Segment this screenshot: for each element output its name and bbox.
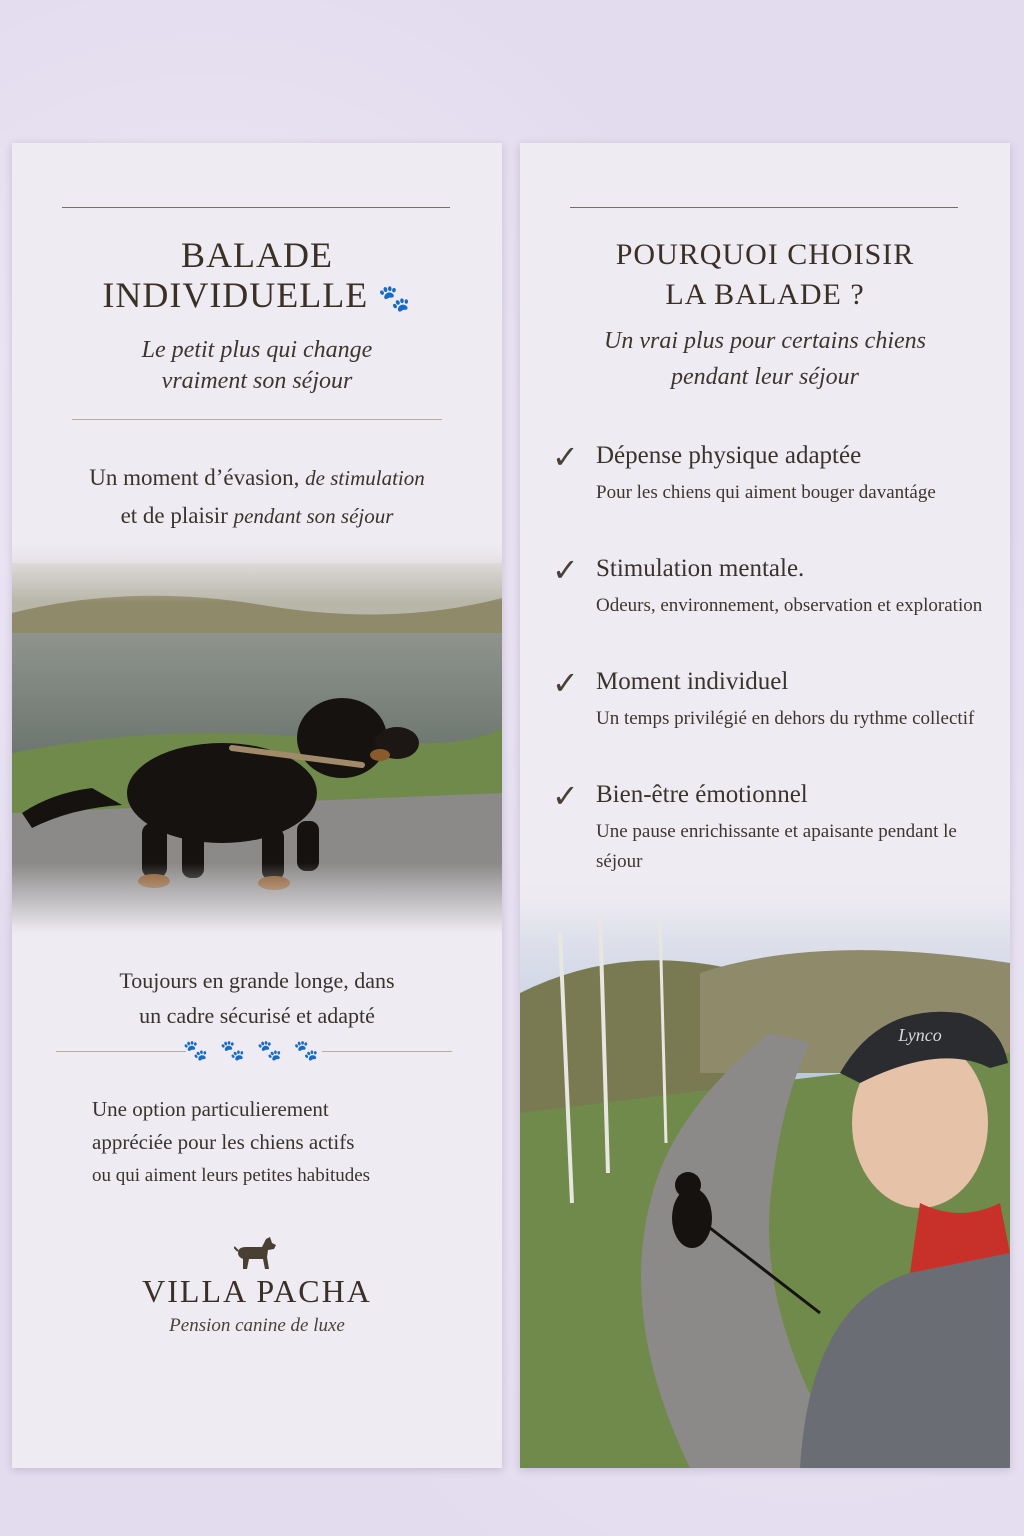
left-title-line1: BALADE (181, 235, 333, 275)
right-title-line2: LA BALADE ? (665, 278, 865, 311)
safety-line2: un cadre sécurisé et adapté (139, 1003, 375, 1028)
right-subtitle-line2: pendant leur séjour (671, 364, 859, 390)
right-title (520, 235, 1010, 315)
benefit-desc: Un temps privilégié en dehors du rythme collectif (596, 708, 975, 729)
benefit-desc: Odeurs, environnement, observation et exploration (596, 595, 983, 616)
option-line1: Une option particulierement (92, 1097, 329, 1121)
left-subtitle-line1: Le petit plus qui change (141, 337, 373, 363)
right-subtitle (520, 323, 1010, 395)
paws-row-icon: 🐾🐾🐾🐾 (183, 1040, 331, 1062)
safety-text (12, 963, 502, 1033)
left-subtitle (12, 335, 502, 397)
benefit-desc: Une pause enrichissante et apaisante pendant le séjour (596, 821, 957, 872)
option-line3: ou qui aiment leurs petites habitudes (92, 1165, 371, 1186)
left-lead-line2: et de plaisir pendant son séjour (120, 503, 394, 528)
benefit-title: Bien-être émotionnel (596, 781, 808, 808)
safety-line1: Toujours en grande longe, dans (119, 968, 395, 993)
check-icon: ✓ (552, 665, 579, 701)
check-icon: ✓ (552, 552, 579, 588)
dog-river-photo (12, 543, 502, 933)
paw-icon: 🐾 (378, 284, 412, 313)
top-divider (570, 207, 958, 208)
check-icon: ✓ (552, 439, 579, 475)
left-card (12, 143, 502, 1468)
benefit-desc: Pour les chiens qui aiment bouger davantáge (596, 482, 936, 503)
dog-logo-icon (234, 1233, 278, 1271)
right-title-line1: POURQUOI CHOISIR (615, 238, 915, 271)
cap-logo-text: Lynco (898, 1025, 942, 1045)
option-text (92, 1093, 472, 1192)
right-subtitle-line1: Un vrai plus pour certains chiens (604, 328, 926, 354)
walk-selfie-photo (520, 873, 1010, 1468)
left-lead-line1: Un moment d’évasion, de stimulation (89, 465, 425, 490)
right-card (520, 143, 1010, 1468)
left-title (12, 235, 502, 319)
option-line2: appréciée pour les chiens actifs (92, 1130, 355, 1154)
brand-tagline: Pension canine de luxe (169, 1315, 345, 1336)
subtitle-divider (72, 419, 442, 420)
benefit-title: Dépense physique adaptée (596, 442, 862, 469)
brand-name: VILLA PACHA (142, 1273, 372, 1309)
left-subtitle-line2: vraiment son séjour (161, 368, 353, 394)
benefit-title: Stimulation mentale. (596, 555, 805, 582)
top-divider (62, 207, 450, 208)
left-lead (12, 459, 502, 535)
check-icon: ✓ (552, 778, 579, 814)
benefit-title: Moment individuel (596, 668, 789, 695)
left-title-line2: INDIVIDUELLE 🐾 (102, 275, 412, 315)
